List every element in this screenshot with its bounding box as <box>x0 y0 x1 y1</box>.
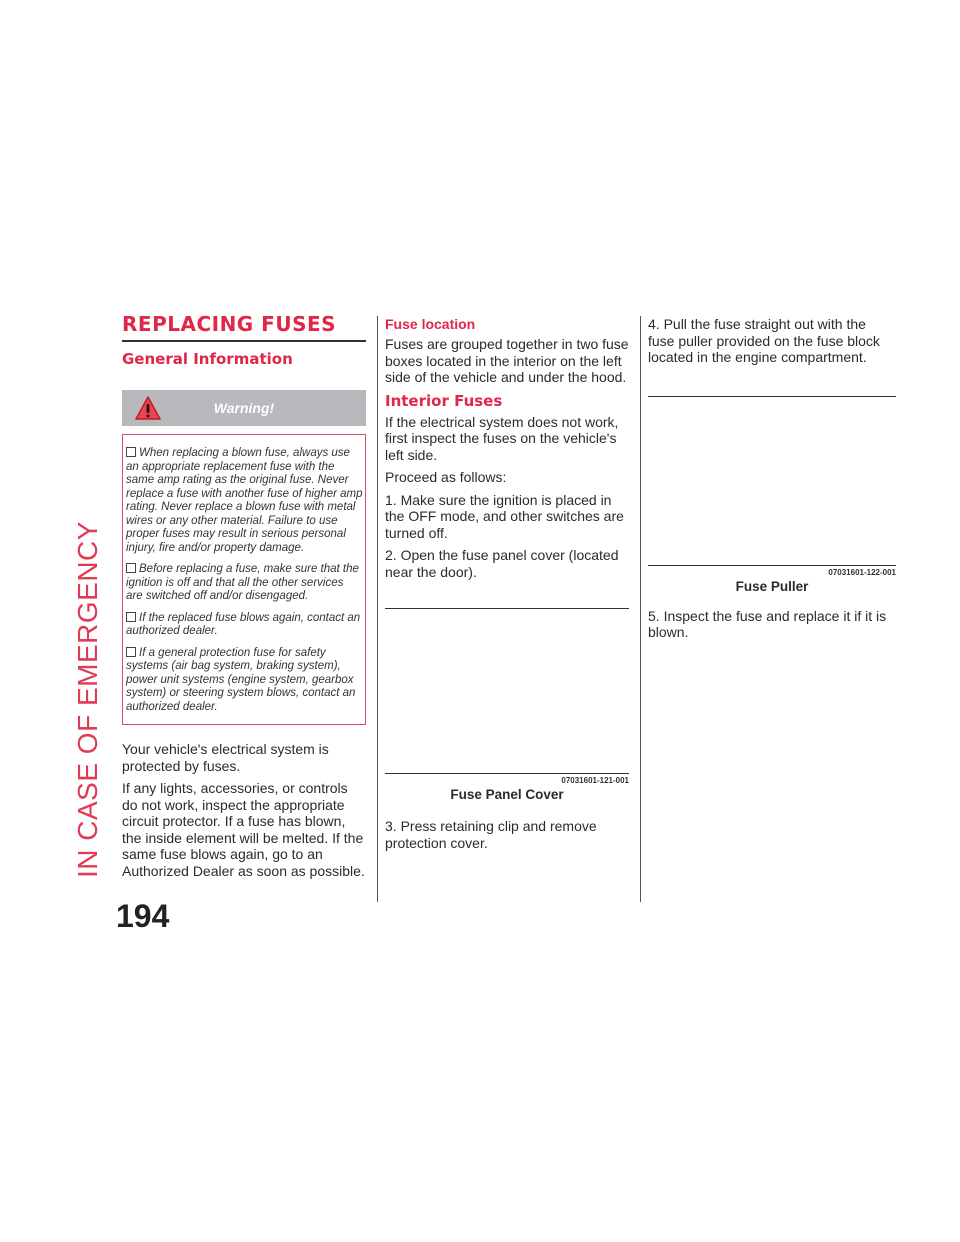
paragraph: If the electrical system does not work, first inspect the fuses on the vehicle's left side. <box>385 413 619 463</box>
figure-code: 07031601-122-001 <box>828 567 896 577</box>
warning-bullet: When replacing a blown fuse, always use an appropriate replacement fuse with the same amp rating as the original fuse. Never replace a fuse with another fuse of higher amp rating. Never replace a blown fuse with metal wires or any other material. Failure to use proper fuses may result in serious personal injury, fire and/or property damage. <box>126 447 363 554</box>
subsection-title: General Information <box>122 350 293 368</box>
warning-title: Warning! <box>213 400 275 416</box>
column-left <box>122 312 366 885</box>
step-2: 2. Open the fuse panel cover (located near the door). <box>385 547 619 580</box>
side-section-label <box>64 318 120 878</box>
fuse-location-heading: Fuse location <box>385 316 476 332</box>
step-4: 4. Pull the fuse straight out with the fuse puller provided on the fuse block located in the engine compartment. <box>648 316 880 365</box>
subsection-title: Interior Fuses <box>385 391 503 410</box>
warning-bullet: Before replacing a fuse, make sure that the ignition is off and that all the other services are switched off and/or disengaged. <box>126 563 359 602</box>
paragraph: If any lights, accessories, or controls do not work, inspect the appropriate circuit protector. If a fuse has blown, the inside element will be melted. If the same fuse blows again, go to an Authorized Dealer as soon as possible. <box>122 780 365 879</box>
figure-title: Fuse Panel Cover <box>450 787 564 802</box>
warning-body <box>122 434 366 725</box>
warning-bullet: If a general protection fuse for safety systems (air bag system, braking system), power unit systems (engine system, gearbox system) or steering system blows, contact an authorized dealer. <box>126 646 356 713</box>
section-title: REPLACING FUSES <box>122 312 366 342</box>
page-number: 194 <box>116 898 170 934</box>
figure-fuse-panel-cover <box>385 608 629 773</box>
paragraph: Proceed as follows: <box>385 469 507 485</box>
checkbox-bullet-icon <box>126 647 136 657</box>
figure-fuse-puller <box>648 396 896 565</box>
figure-caption-rule <box>385 773 629 774</box>
warning-box <box>122 390 366 725</box>
column-divider <box>377 316 378 902</box>
warning-bullet: If the replaced fuse blows again, contact an authorized dealer. <box>126 611 361 637</box>
step-1: 1. Make sure the ignition is placed in the OFF mode, and other switches are turned off. <box>385 491 624 541</box>
figure-code: 07031601-121-001 <box>561 776 629 785</box>
warning-header <box>122 390 366 426</box>
column-middle <box>385 316 629 857</box>
checkbox-bullet-icon <box>126 447 136 457</box>
figure-title: Fuse Puller <box>735 578 809 594</box>
side-section-label-text: IN CASE OF EMERGENCY <box>72 521 103 878</box>
warning-triangle-icon <box>134 395 162 426</box>
paragraph: Fuses are grouped together in two fuse boxes located in the interior on the left side of the vehicle and under the hood. <box>385 336 629 385</box>
checkbox-bullet-icon <box>126 563 136 573</box>
step-5: 5. Inspect the fuse and replace it if it is blown. <box>648 607 887 640</box>
paragraph: Your vehicle's electrical system is protected by fuses. <box>122 741 329 774</box>
checkbox-bullet-icon <box>126 612 136 622</box>
step-3: 3. Press retaining clip and remove protection cover. <box>385 818 597 851</box>
column-right <box>648 316 896 647</box>
figure-caption-rule <box>648 565 896 566</box>
column-divider <box>640 316 641 902</box>
